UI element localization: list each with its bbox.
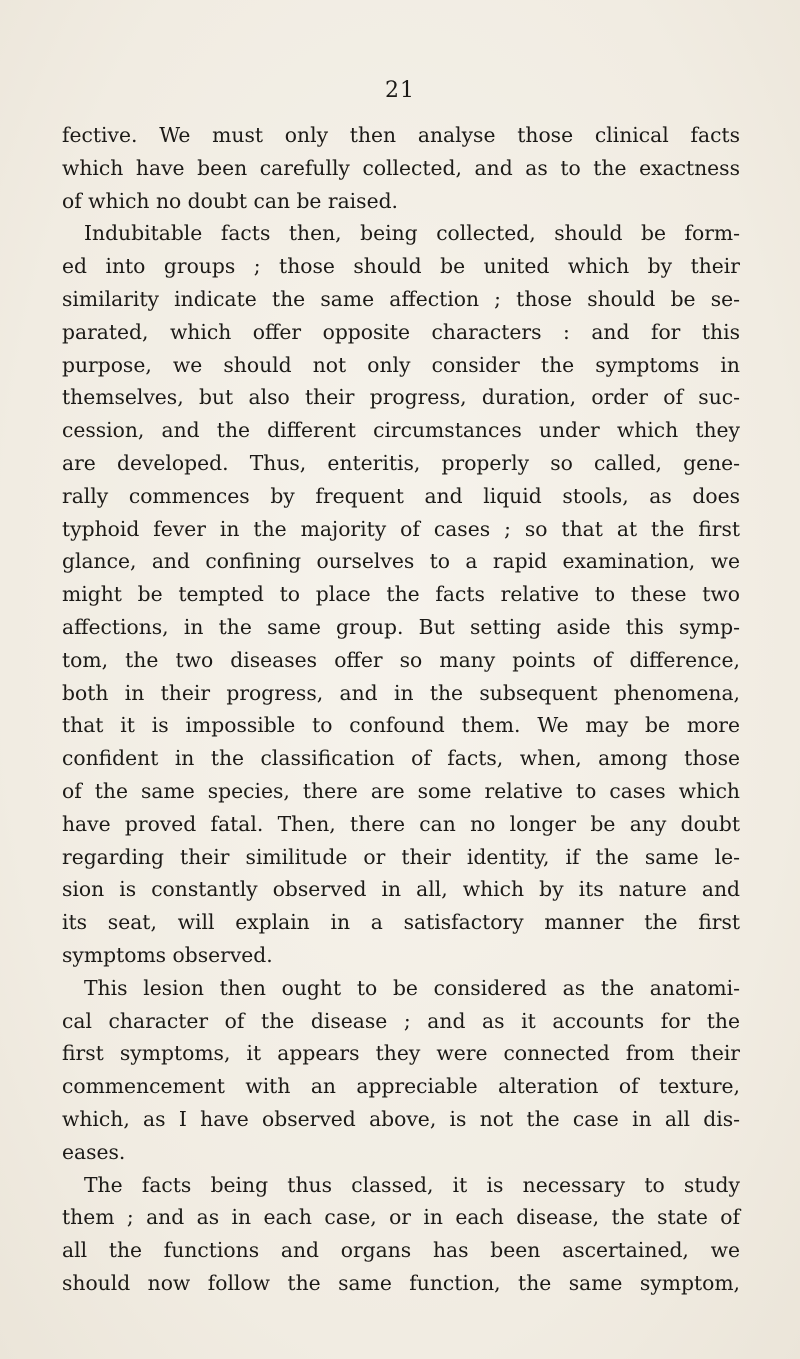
text-line: symptoms observed. [62, 942, 273, 967]
text-line: which have been carefully collected, and as to the exactness [62, 155, 740, 180]
text-line: tom, the two diseases offer so many points of difference, [62, 647, 740, 672]
text-line: The facts being thus classed, it is necessary to study [84, 1172, 740, 1197]
text-line: should now follow the same function, the same symptom, [62, 1270, 740, 1295]
text-line: first symptoms, it appears they were connected from their [62, 1041, 740, 1066]
text-line: cession, and the different circumstances under which they [62, 418, 740, 443]
text-line: which, as I have observed above, is not the case in all dis- [62, 1106, 740, 1131]
text-line: ed into groups ; those should be united which by their [62, 254, 740, 279]
text-line: them ; and as in each case, or in each disease, the state of [62, 1205, 740, 1230]
text-line: commencement with an appreciable alteration of texture, [62, 1074, 740, 1099]
text-line: parated, which offer opposite characters : and for this [62, 319, 740, 344]
text-line: similarity indicate the same affection ; those should be se- [62, 286, 740, 311]
text-line: are developed. Thus, enteritis, properly so called, gene- [62, 450, 740, 475]
text-line: that it is impossible to confound them. We may be more [62, 713, 740, 738]
text-line: glance, and confining ourselves to a rapid examination, we [62, 549, 740, 574]
text-line: of the same species, there are some relative to cases which [62, 778, 740, 803]
text-line: cal character of the disease ; and as it accounts for the [62, 1008, 740, 1033]
text-line: all the functions and organs has been ascertained, we [62, 1238, 740, 1263]
text-line: purpose, we should not only consider the symptoms in [62, 352, 740, 377]
text-line: both in their progress, and in the subsequent phenomena, [62, 680, 740, 705]
text-line: themselves, but also their progress, duration, order of suc- [62, 385, 740, 410]
text-line: typhoid fever in the majority of cases ; so that at the first [62, 516, 740, 541]
text-line: of which no doubt can be raised. [62, 188, 398, 213]
body-text [62, 119, 740, 1300]
text-line: Indubitable facts then, being collected, should be form- [84, 221, 740, 246]
text-line: confident in the classification of facts, when, among those [62, 746, 740, 771]
text-line: sion is constantly observed in all, which by its nature and [62, 877, 740, 902]
text-line: regarding their similitude or their identity, if the same le- [62, 844, 740, 869]
text-line: eases. [62, 1139, 126, 1164]
text-line: fective. We must only then analyse those clinical facts [62, 123, 740, 147]
text-line: have proved fatal. Then, there can no longer be any doubt [62, 811, 740, 836]
page-number: 21 [385, 78, 415, 103]
text-line: rally commences by frequent and liquid stools, as does [62, 483, 740, 508]
text-line: This lesion then ought to be considered as the anatomi- [84, 975, 740, 1000]
text-line: its seat, will explain in a satisfactory manner the first [62, 910, 740, 935]
text-line: affections, in the same group. But setting aside this symp- [62, 614, 740, 639]
text-line: might be tempted to place the facts relative to these two [62, 582, 740, 607]
